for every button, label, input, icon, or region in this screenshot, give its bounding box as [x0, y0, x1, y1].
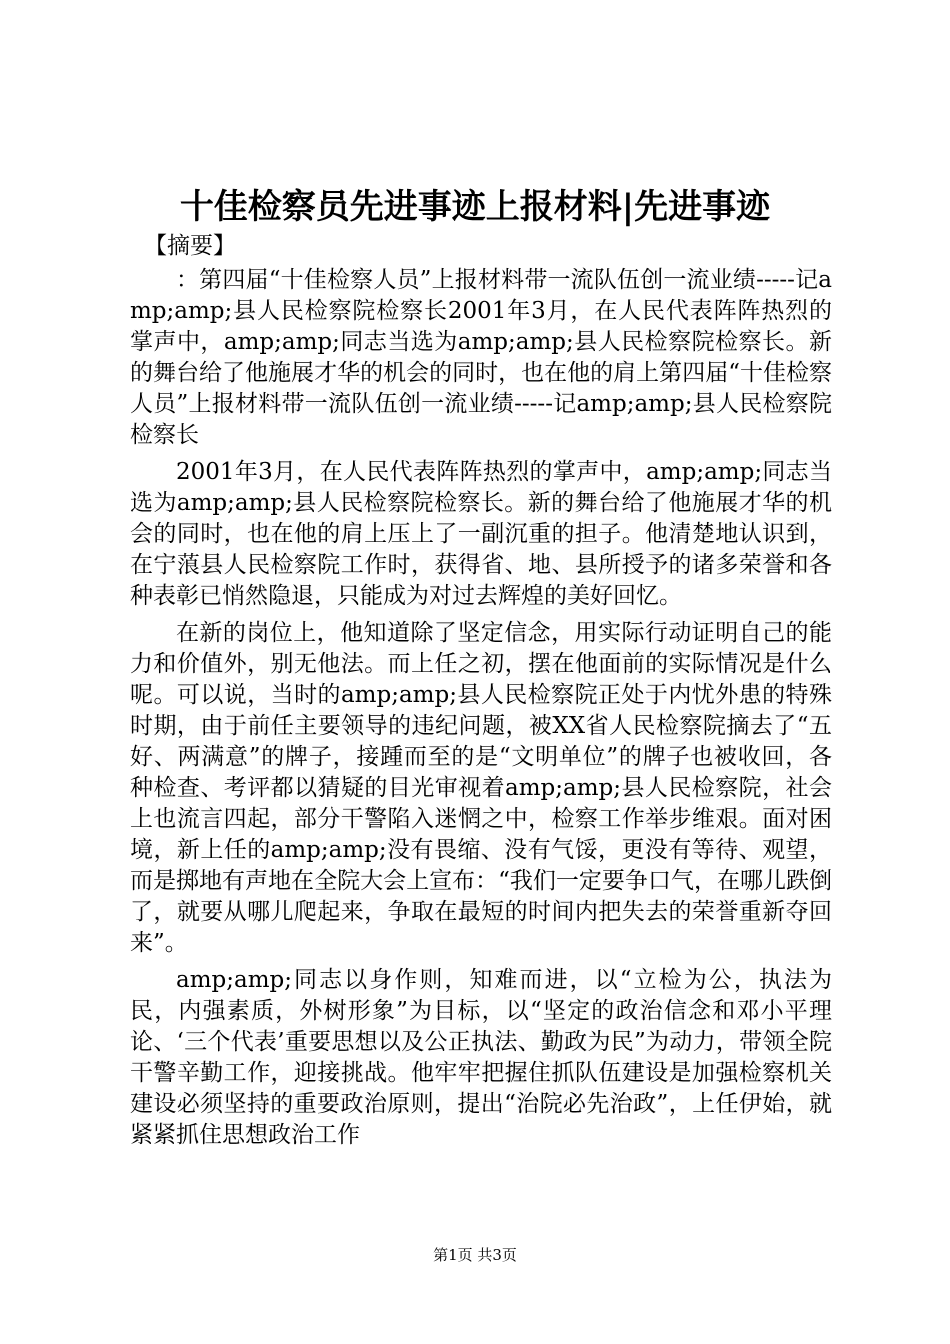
page-title: 十佳检察员先进事迹上报材料|先进事迹 [179, 187, 771, 227]
document-body [130, 227, 832, 1157]
page-number-footer: 第1页 共3页 [433, 1246, 517, 1264]
abstract-label: 【摘要】 [144, 233, 236, 259]
paragraph: amp;amp;同志以身作则，知难而进，以“立检为公，执法为民，内强素质，外树形象”为目标，以“坚定的政治信念和邓小平理论、‘三个代表’重要思想以及公正执法、勤政为民”为动力，带领全院干警辛勤工作，迎接挑战。他牢牢把握住抓队伍建设是加强检察机关建设必须坚持的重要政治原则，提出“治院必先治政”，上任伊始，就紧紧抓住思想政治工作 [130, 967, 832, 1148]
paragraph: ：第四届“十佳检察人员”上报材料带一流队伍创一流业绩-----记amp;amp;县人民检察院检察长2001年3月，在人民代表阵阵热烈的掌声中，amp;amp;同志当选为amp;amp;县人民检察院检察长。新的舞台给了他施展才华的机会的同时，也在他的肩上第四届“十佳检察人员”上报材料带一流队伍创一流业绩-----记amp;amp;县人民检察院检察长 [130, 267, 832, 448]
paragraph: 2001年3月，在人民代表阵阵热烈的掌声中，amp;amp;同志当选为amp;amp;县人民检察院检察长。新的舞台给了他施展才华的机会的同时，也在他的肩上压上了一副沉重的担子。他清楚地认识到，在宁蒗县人民检察院工作时，获得省、地、县所授予的诸多荣誉和各种表彰已悄然隐退，只能成为对过去辉煌的美好回忆。 [130, 459, 832, 609]
paragraph: 在新的岗位上，他知道除了坚定信念，用实际行动证明自己的能力和价值外，别无他法。而上任之初，摆在他面前的实际情况是什么呢。可以说，当时的amp;amp;县人民检察院正处于内忧外患的特殊时期，由于前任主要领导的违纪问题，被XX省人民检察院摘去了“五好、两满意”的牌子，接踵而至的是“文明单位”的牌子也被收回，各种检查、考评都以猜疑的目光审视着amp;amp;县人民检察院，社会上也流言四起，部分干警陷入迷惘之中，检察工作举步维艰。面对困境，新上任的amp;amp;没有畏缩、没有气馁，更没有等待、观望，而是掷地有声地在全院大会上宣布：“我们一定要争口气，在哪儿跌倒了，就要从哪儿爬起来，争取在最短的时间内把失去的荣誉重新夺回来”。 [130, 620, 832, 956]
